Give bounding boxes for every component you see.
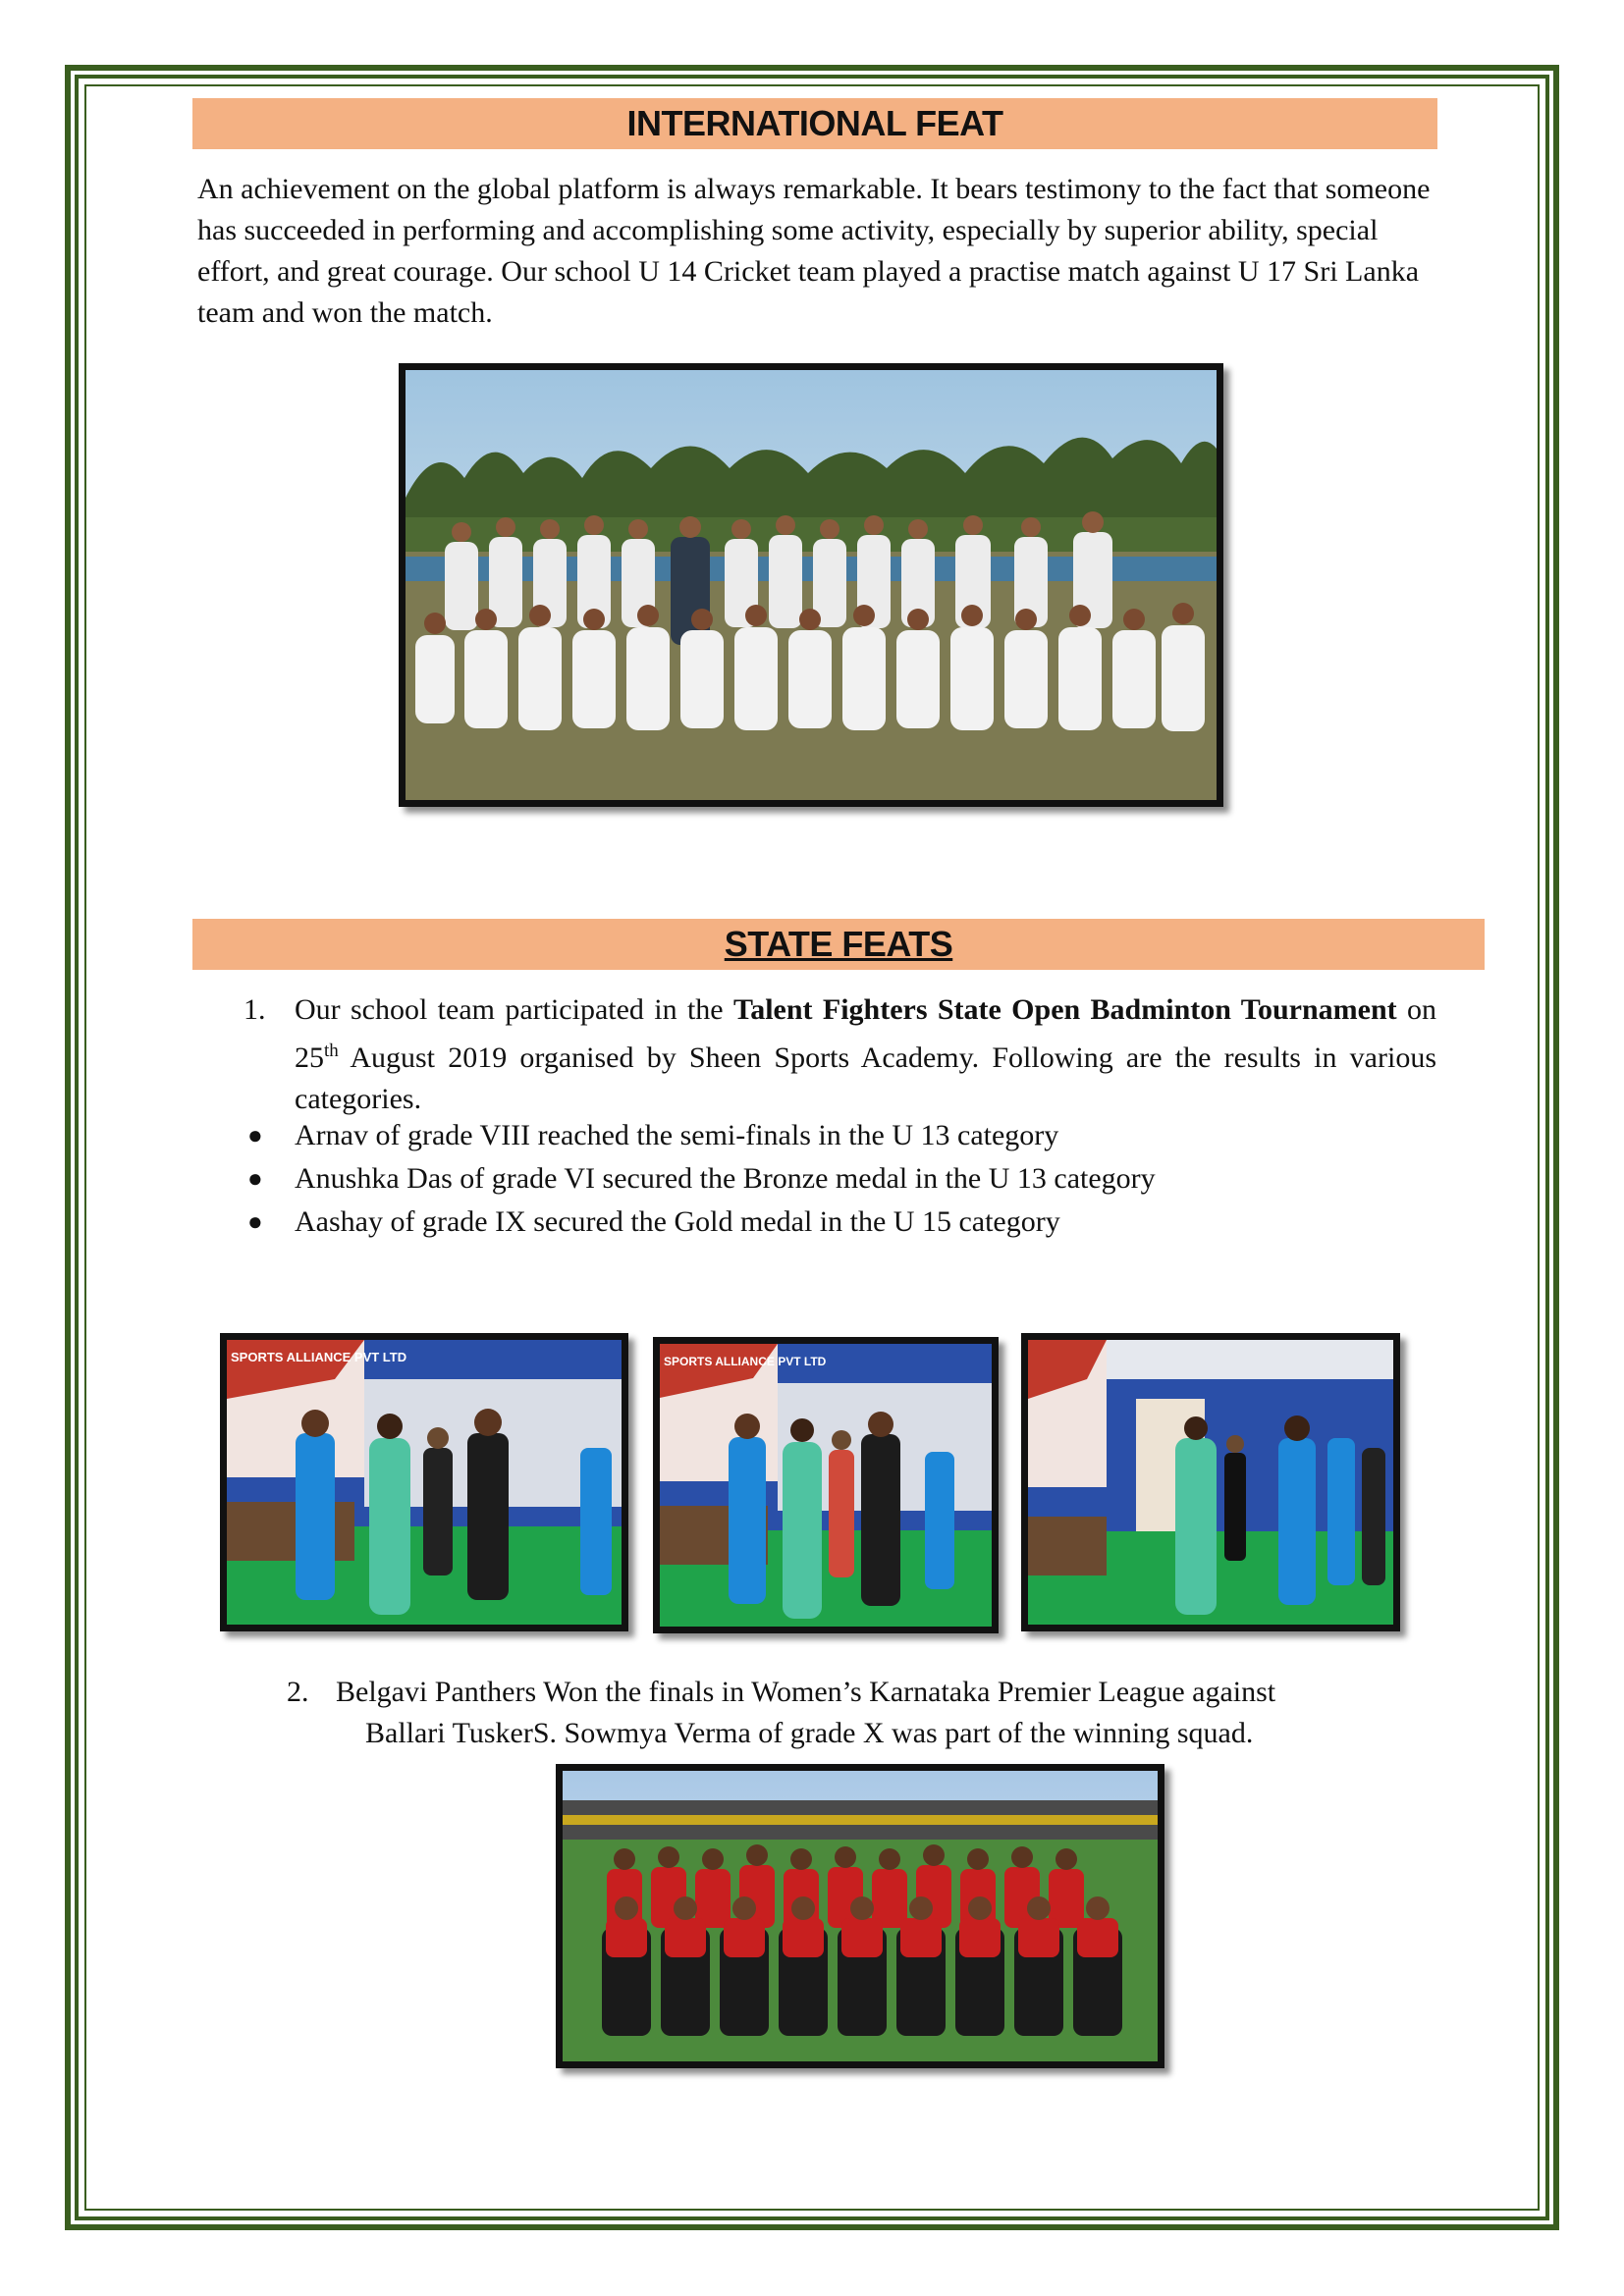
result-bullet bbox=[244, 1201, 1060, 1243]
womens-team-photo-image bbox=[563, 1771, 1158, 2061]
item1-text-before: Our school team participated in the bbox=[295, 993, 733, 1026]
result-bullet bbox=[244, 1115, 1058, 1156]
cricket-team-photo-image bbox=[406, 370, 1217, 800]
item1-superscript: th bbox=[324, 1041, 339, 1061]
state-feat-item-2-line-2: Ballari TuskerS. Sowmya Verma of grade X was part of the winning squad. bbox=[365, 1717, 1254, 1749]
list-number: 1. bbox=[244, 993, 266, 1026]
state-feat-item-2 bbox=[287, 1672, 1445, 1754]
state-feat-item-1 bbox=[244, 989, 1436, 1120]
bullet-icon: ● bbox=[247, 1121, 263, 1149]
badminton-award-photo-3-image bbox=[1028, 1340, 1393, 1625]
cricket-team-photo bbox=[399, 363, 1223, 807]
badminton-award-photo-1 bbox=[220, 1333, 628, 1631]
badminton-award-photo-2-image bbox=[660, 1344, 992, 1627]
banner-text: SPORTS ALLIANCE PVT LTD bbox=[664, 1355, 827, 1368]
result-bullet bbox=[244, 1158, 1156, 1200]
badminton-award-photo-1-image bbox=[227, 1340, 622, 1625]
list-number: 2. bbox=[287, 1676, 309, 1708]
result-bullet-text: Arnav of grade VIII reached the semi-finals in the U 13 category bbox=[295, 1119, 1059, 1151]
item1-text-after: August 2019 organised by Sheen Sports Academy. Following are the results in various categories. bbox=[295, 1041, 1436, 1115]
item1-text-mid: on 25 bbox=[295, 993, 1437, 1074]
badminton-award-photo-2 bbox=[653, 1337, 999, 1633]
state-feat-item-1-text bbox=[295, 989, 1436, 1120]
bullet-icon: ● bbox=[247, 1207, 263, 1236]
state-feats-heading bbox=[192, 919, 1485, 970]
international-feat-heading-text: INTERNATIONAL FEAT bbox=[626, 103, 1003, 143]
bullet-icon: ● bbox=[247, 1164, 263, 1193]
womens-team-photo bbox=[556, 1764, 1164, 2068]
international-feat-paragraph: An achievement on the global platform is always remarkable. It bears testimony to the fact that someone has succeeded in performing and accomplishing some activity, especially by superior ability, special effort, and great courage. Our school U 14 Cricket team played a practise match against U 17 Sri Lanka team and won the match. bbox=[197, 173, 1431, 329]
state-feat-item-2-line-1: Belgavi Panthers Won the finals in Women’s Karnataka Premier League against bbox=[336, 1676, 1276, 1708]
badminton-award-photo-3 bbox=[1021, 1333, 1400, 1631]
state-feats-heading-text: STATE FEATS bbox=[724, 924, 953, 964]
international-feat-heading bbox=[192, 98, 1437, 149]
banner-text: SPORTS ALLIANCE PVT LTD bbox=[231, 1350, 407, 1364]
result-bullet-text: Anushka Das of grade VI secured the Bronze medal in the U 13 category bbox=[295, 1162, 1156, 1195]
result-bullet-text: Aashay of grade IX secured the Gold medal in the U 15 category bbox=[295, 1205, 1060, 1238]
tournament-name: Talent Fighters State Open Badminton Tournament bbox=[732, 993, 1397, 1026]
